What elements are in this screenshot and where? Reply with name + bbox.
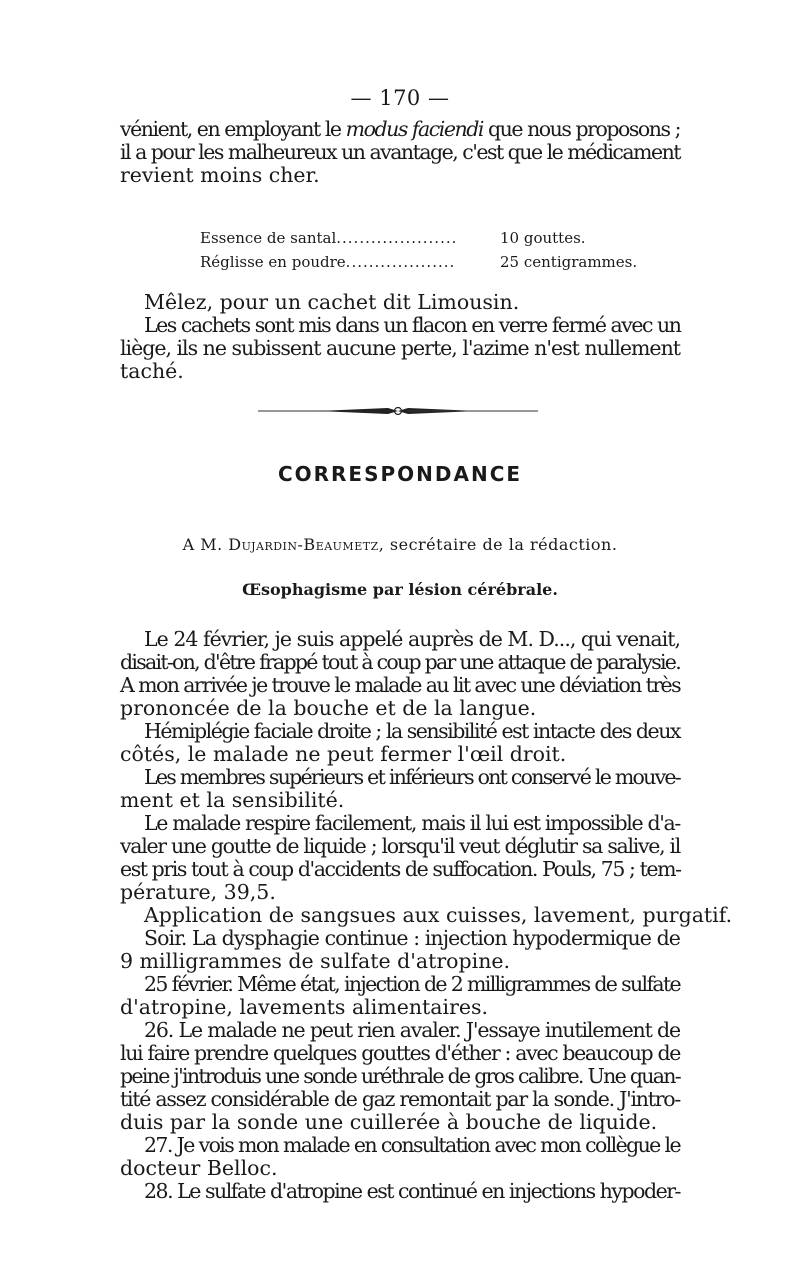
intro-paragraph <box>120 118 680 187</box>
recipe-leader: ................... <box>345 253 456 271</box>
addressee-name: Dujardin-Beaumetz, <box>228 535 385 554</box>
page-number: — 170 — <box>350 86 450 110</box>
recipe-ingredient: Réglisse en poudre <box>200 253 346 271</box>
body-line: est pris tout à coup d'accidents de suffocation. Pouls, 75 ; tem- <box>120 857 681 881</box>
preparation-line: Mêlez, pour un cachet dit Limousin. <box>144 290 520 314</box>
intro-italic: modus faciendi <box>345 117 483 141</box>
intro-line-3: revient moins cher. <box>120 163 320 187</box>
body-line: 28. Le sulfate d'atropine est continué en injections hypoder- <box>144 1179 680 1203</box>
body-line: lui faire prendre quelques gouttes d'éther : avec beaucoup de <box>120 1041 680 1065</box>
body-line: disait-on, d'être frappé tout à coup par une attaque de paralysie. <box>120 650 680 674</box>
body-line: d'atropine, lavements alimentaires. <box>120 995 489 1019</box>
body-line: Le 24 février, je suis appelé auprès de M. D..., qui venait, <box>144 627 680 651</box>
body-line: Application de sangsues aux cuisses, lavement, purgatif. <box>144 903 733 927</box>
recipe-row <box>200 250 660 274</box>
body-line: 25 février. Même état, injection de 2 milligrammes de sulfate <box>144 972 680 996</box>
body-line: 27. Je vois mon malade en consultation avec mon collègue le <box>144 1133 680 1157</box>
recipe-table <box>200 226 660 274</box>
body-line: docteur Belloc. <box>120 1156 278 1180</box>
body-line: pérature, 39,5. <box>120 880 276 904</box>
intro-line-1: vénient, en employant le modus faciendi que nous proposons ; <box>120 117 680 141</box>
body-line: tité assez considérable de gaz remontait par la sonde. J'intro- <box>120 1087 680 1111</box>
recipe-quantity: 10 gouttes. <box>500 229 586 247</box>
recipe-quantity: 25 centigrammes. <box>500 253 638 271</box>
body-line: A mon arrivée je trouve le malade au lit avec une déviation très <box>120 673 680 697</box>
body-line: peine j'introduis une sonde uréthrale de gros calibre. Une quan- <box>120 1064 680 1088</box>
recipe-ingredient: Essence de santal <box>200 229 337 247</box>
section-title: CORRESPONDANCE <box>277 462 523 486</box>
addressee-line <box>0 535 800 554</box>
preparation-line: taché. <box>120 359 184 383</box>
preparation-paragraph <box>120 291 680 383</box>
preparation-line: Les cachets sont mis dans un flacon en verre fermé avec un <box>144 313 681 337</box>
ornamental-divider <box>258 405 538 417</box>
body-line: 26. Le malade ne peut rien avaler. J'essaye inutilement de <box>144 1018 680 1042</box>
body-line: côtés, le malade ne peut fermer l'œil droit. <box>120 742 567 766</box>
body-line: prononcée de la bouche et de la langue. <box>120 696 537 720</box>
recipe-row <box>200 226 660 250</box>
body-line: Le malade respire facilement, mais il lui est impossible d'a- <box>144 811 680 835</box>
addressee-prefix: A M. <box>182 535 223 554</box>
body-line: Soir. La dysphagie continue : injection hypodermique de <box>144 926 680 950</box>
body-line: ment et la sensibilité. <box>120 788 345 812</box>
body-line: Les membres supérieurs et inférieurs ont conservé le mouve- <box>144 765 680 789</box>
article-title: Œsophagisme par lésion cérébrale. <box>242 580 558 599</box>
body-line: Hémiplégie faciale droite ; la sensibilité est intacte des deux <box>144 719 680 743</box>
preparation-line: liège, ils ne subissent aucune perte, l'azime n'est nullement <box>120 336 680 360</box>
article-body <box>120 627 733 1203</box>
body-line: 9 milligrammes de sulfate d'atropine. <box>120 949 511 973</box>
recipe-leader: ..................... <box>336 229 458 247</box>
body-line: valer une goutte de liquide ; lorsqu'il veut déglutir sa salive, il <box>120 834 680 858</box>
intro-line-2: il a pour les malheureux un avantage, c'est que le médicament <box>120 140 680 164</box>
body-line: duis par la sonde une cuillerée à bouche de liquide. <box>120 1110 658 1134</box>
addressee-role: secrétaire de la rédaction. <box>389 535 618 554</box>
